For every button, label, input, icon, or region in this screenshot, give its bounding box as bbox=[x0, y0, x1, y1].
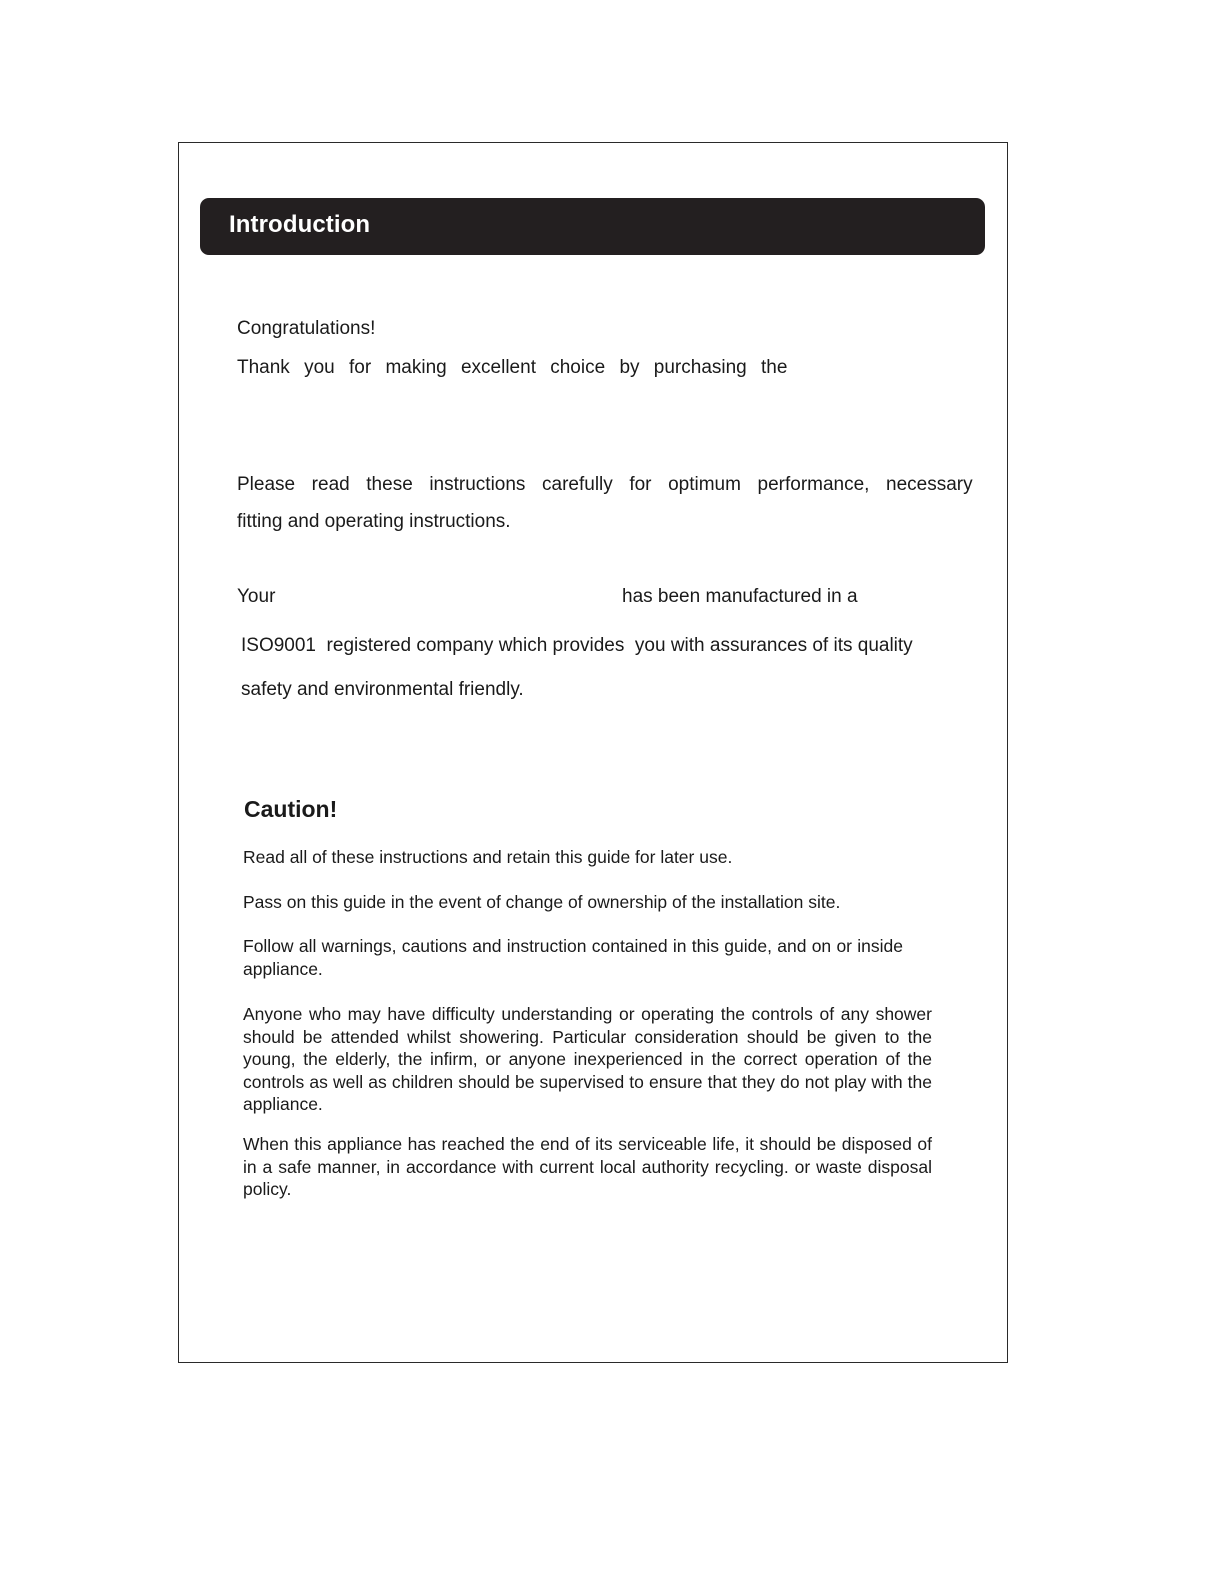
thank-you-text: Thank you for making excellent choice by purchasing the bbox=[237, 357, 788, 378]
please-read-line-1: Please read these instructions carefully for optimum performance, necessary bbox=[237, 474, 973, 495]
please-read-line-2: fitting and operating instructions. bbox=[237, 511, 511, 532]
manufactured-text: has been manufactured in a bbox=[622, 586, 858, 607]
your-text: Your bbox=[237, 586, 276, 607]
section-title: Introduction bbox=[229, 211, 371, 238]
safety-text: safety and environmental friendly. bbox=[241, 679, 524, 700]
iso-text: ISO9001 registered company which provides you with assurances of its quality bbox=[241, 635, 913, 656]
section-header-bar bbox=[200, 198, 985, 255]
caution-item-5: When this appliance has reached the end of its serviceable life, it should be disposed of in a safe manner, in accordance with current local authority recycling. or waste disposal policy. bbox=[243, 1134, 932, 1200]
caution-item-2: Pass on this guide in the event of change of ownership of the installation site. bbox=[243, 892, 841, 912]
caution-heading: Caution! bbox=[244, 796, 338, 822]
caution-item-4: Anyone who may have difficulty understanding or operating the controls of any shower should be attended whilst showering. Particular consideration should be given to the young, the elderly, the infirm, or anyone inexperienced in the correct operation of the controls as well as children should be supervised to ensure that they do not play with the appliance. bbox=[243, 1004, 932, 1115]
congratulations-text: Congratulations! bbox=[237, 318, 376, 339]
caution-item-1: Read all of these instructions and retain this guide for later use. bbox=[243, 847, 733, 867]
caution-item-3: Follow all warnings, cautions and instruction contained in this guide, and on or inside appliance. bbox=[243, 936, 903, 979]
